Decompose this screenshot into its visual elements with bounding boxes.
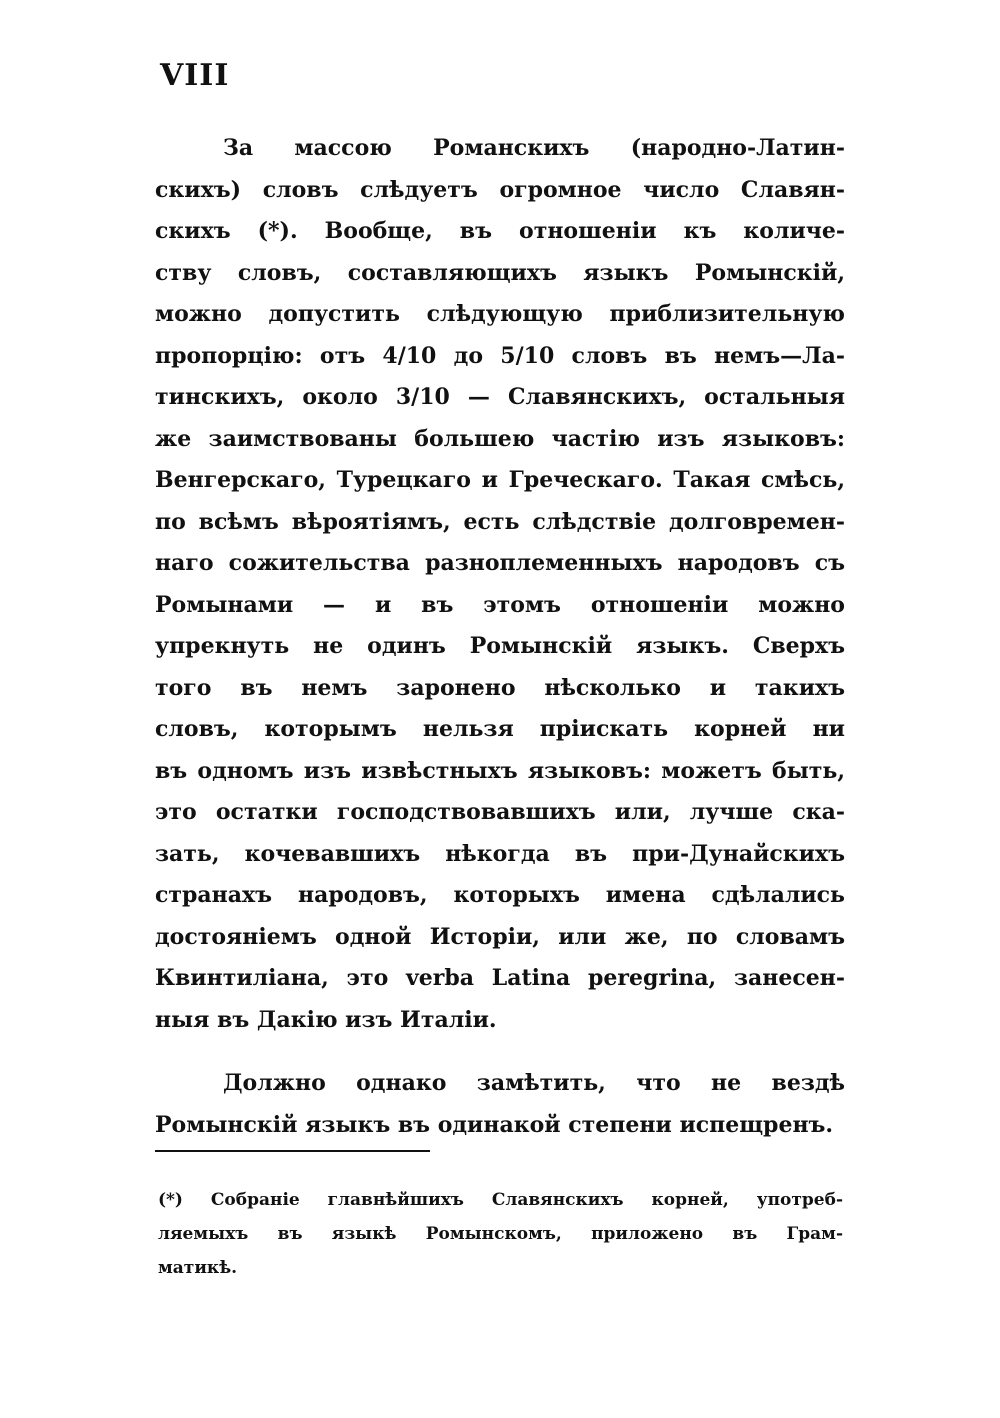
text-line: За массою Романскихъ (народно-Латин- [223, 135, 845, 161]
text-line: ству словъ, составляющихъ языкъ Ромынскій, [155, 259, 845, 286]
paragraph-gap [155, 1041, 845, 1063]
footnote-line: матикѣ. [158, 1258, 238, 1278]
text-line: по всѣмъ вѣроятіямъ, есть слѣдствіе долговремен- [155, 508, 845, 535]
text-line: зать, кочевавшихъ нѣкогда въ при-Дунайскихъ [155, 840, 845, 867]
paragraph-2 [155, 1063, 845, 1146]
footnote-line: ляемыхъ въ языкѣ Ромынскомъ, приложено въ Грам- [158, 1224, 843, 1244]
text-line: въ одномъ изъ извѣстныхъ языковъ: можетъ быть, [155, 757, 845, 784]
text-line: пропорцію: отъ 4/10 до 5/10 словъ въ немъ—Ла- [155, 342, 845, 369]
footnote-divider [155, 1150, 430, 1152]
text-line: Квинтиліана, это verba Latina peregrina, занесен- [155, 965, 845, 991]
text-line: того въ немъ заронено нѣсколько и такихъ [155, 674, 845, 701]
page-number: VIII [160, 58, 230, 93]
text-line: скихъ (*). Вообще, въ отношеніи къ количе- [155, 218, 845, 244]
text-line: можно допустить слѣдующую приблизительную [155, 301, 845, 327]
text-line: странахъ народовъ, которыхъ имена сдѣлались [155, 882, 845, 908]
footnote-line: (*) Собраніе главнѣйшихъ Славянскихъ корней, употреб- [158, 1190, 843, 1210]
footnote [158, 1183, 843, 1285]
text-line: Ромынами — и въ этомъ отношеніи можно [155, 591, 845, 618]
text-line: тинскихъ, около 3/10 — Славянскихъ, остальныя [155, 384, 845, 410]
text-line: достояніемъ одной Исторіи, или же, по словамъ [155, 923, 845, 950]
text-line: же заимствованы большею частію изъ языковъ: [155, 425, 845, 452]
main-text [155, 128, 845, 1146]
text-line: скихъ) словъ слѣдуетъ огромное число Славян- [155, 176, 845, 203]
text-line: Должно однако замѣтить, что не вездѣ [223, 1070, 845, 1096]
text-line: это остатки господствовавшихъ или, лучше ска- [155, 799, 845, 825]
text-line: ныя въ Дакію изъ Италіи. [155, 1006, 497, 1033]
text-line: наго сожительства разноплеменныхъ народовъ съ [155, 550, 845, 576]
text-line: Венгерскаго, Турецкаго и Греческаго. Такая смѣсь, [155, 467, 845, 493]
text-line: словъ, которымъ нельзя пріискать корней ни [155, 716, 845, 742]
text-line: упрекнуть не одинъ Ромынскій языкъ. Сверхъ [155, 633, 845, 659]
paragraph-1 [155, 128, 845, 1041]
text-line: Ромынскій языкъ въ одинакой степени испещренъ. [155, 1111, 834, 1138]
